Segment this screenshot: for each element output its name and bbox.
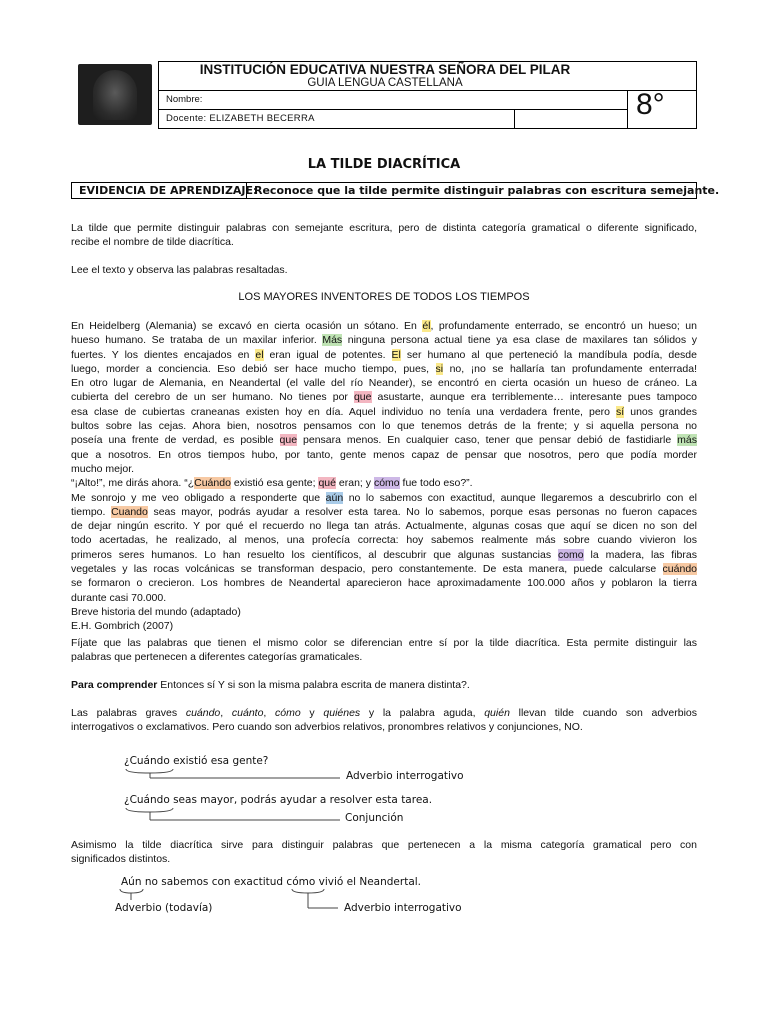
highlight-word: sí — [616, 405, 625, 418]
colors-paragraph: Fíjate que las palabras que tienen el mismo color se diferencian entre sí por la tilde diacrítica. Esta permite distinguir las palabras que pertenecen a diferentes categorías gramaticales. — [71, 637, 697, 664]
intro-line: recibe el nombre de tilde diacrítica. — [71, 236, 234, 249]
diagram-brace — [120, 889, 143, 893]
highlight-word: más — [677, 434, 697, 447]
highlight-word: aún — [325, 491, 344, 504]
comprender-paragraph: Para comprender Entonces sí Y si son la misma palabra escrita de manera distinta?. — [71, 679, 470, 691]
diagram-label: Adverbio (todavía) — [115, 902, 213, 914]
evidencia-text: Reconoce que la tilde permite distinguir palabras con escritura semejante. — [254, 184, 720, 197]
story-title: LOS MAYORES INVENTORES DE TODOS LOS TIEMPOS — [238, 291, 530, 303]
diagram-sentence: ¿Cuándo seas mayor, podrás ayudar a resolver esta tarea. — [124, 794, 433, 806]
diagram-brace — [292, 889, 324, 893]
story-text: En Heidelberg (Alemania) se excavó en cierta ocasión un sótano. En él, profundamente enterrado, se encontró un hueso; un hueso humano. Se trataba de un maxilar inferior. Más ninguna persona actual tiene ya esa clase de maxilares tan sólidos y fuertes. Y los dientes encajados en el eran igual de potentes. El ser humano al que perteneció la mandíbula podía, desde luego, morder a conciencia. Eso debió ser hace mucho tiempo, pues, si no, ¡no se hallaría tan profundamente enterrada! En otro lugar de Alemania, en Neandertal (el valle del río Neander), se encontró en cierta ocasión un hueso de cráneo. La cubierta del cerebro de un ser humano. No tienes por que asustarte, aunque era terriblemente… interesante pues tampoco esa clase de cubiertas craneanas existen hoy en día. Aquel individuo no tenía una verdadera frente, pero sí unos grandes bultos sobre las cejas. Ahora bien, nosotros pensamos con lo que tenemos detrás de la frente; y si aquella persona no poseía una frente de verdad, es posible que pensara menos. En cualquier caso, tener que pensar debió de fastidiarle más que a nosotros. En otros tiempos hubo, por tanto, gente menos capaz de pensar que nosotros, pero que podía morder mucho mejor. “¡Alto!”, me dirás ahora. “¿Cuándo existió esa gente; qué eran; y cómo fue todo eso?”. Me sonrojo y me veo obligado a responderte que aún no lo sabemos con exactitud, aunque llegaremos a descubrirlo con el tiempo. Cuando seas mayor, podrás ayudar a resolver esta tarea. No lo sabemos, porque esas personas no fueron capaces de dejar ningún escrito. Y por qué el recuerdo no llega tan atrás. Actualmente, algunas cosas que aquí se dicen no son del todo acertadas, he realizado, al menos, una profecía correcta: hoy sabemos realmente más sobre cuando vivieron los primeros seres humanos. Lo han resuelto los científicos, al descubrir que algunas sustancias como la madera, las fibras vegetales y las rocas volcánicas se transforman despacio, pero constantemente. De esta manera, puede calcularse cuándo se formaron o crecieron. Los hombres de Neandertal aparecieron hace aproximadamente 100.000 años y poblaron la tierra durante casi 70.000. Breve historia del mundo (adaptado) E.H. Gombrich (2007) — [71, 320, 697, 633]
highlight-word: cómo — [373, 477, 400, 490]
highlight-word: si — [435, 362, 444, 375]
evidencia-label: EVIDENCIA DE APRENDIZAJE: — [79, 184, 258, 197]
highlight-word: Cuándo — [194, 477, 231, 490]
highlight-word: que — [353, 391, 372, 404]
diagram-label: Adverbio interrogativo — [344, 902, 462, 914]
highlight-word: él — [422, 320, 431, 332]
comprender-label: Para comprender — [71, 679, 158, 691]
grade-number: 8° — [636, 88, 665, 121]
highlight-word: que — [279, 434, 298, 447]
intro-line: La tilde que permite distinguir palabras con semejante escritura, pero de distinta categoría gramatical o diferente significado, — [71, 222, 697, 234]
asimismo-paragraph: Asimismo la tilde diacrítica sirve para distinguir palabras que pertenecen a la misma categoría gramatical pero con significados distintos. — [71, 839, 697, 866]
diagram-label: Adverbio interrogativo — [346, 770, 464, 782]
highlight-word: El — [391, 348, 401, 361]
diagram-label: Conjunción — [345, 812, 404, 824]
nombre-label: Nombre: — [166, 94, 203, 105]
graves-paragraph: Las palabras graves cuándo, cuánto, cómo y quiénes y la palabra aguda, quién llevan tilde cuando son adverbios interrogativos o exclamativos. Pero cuando son adverbios relativos, pronombres relativos y conjunciones, NO. — [71, 707, 698, 734]
diagram-brace — [126, 769, 173, 773]
highlight-word: Más — [322, 334, 343, 347]
highlight-word: Cuando — [111, 505, 148, 518]
institution-name: INSTITUCIÓN EDUCATIVA NUESTRA SEÑORA DEL PILAR — [199, 62, 571, 77]
page-title: LA TILDE DIACRÍTICA — [307, 157, 461, 172]
diagram-sentence: ¿Cuándo existió esa gente? — [124, 755, 269, 767]
instruction-text: Lee el texto y observa las palabras resaltadas. — [71, 264, 288, 276]
docente-label: Docente: ELIZABETH BECERRA — [166, 113, 315, 124]
highlight-word: qué — [318, 477, 336, 490]
guide-subject: GUIA LENGUA CASTELLANA — [307, 77, 463, 89]
diagram-sentence: Aún no sabemos con exactitud cómo vivió el Neandertal. — [121, 876, 422, 888]
highlight-word: como — [557, 548, 584, 561]
diagram-brace — [126, 808, 173, 812]
highlight-word: cuándo — [662, 563, 697, 576]
highlight-word: el — [255, 348, 264, 361]
